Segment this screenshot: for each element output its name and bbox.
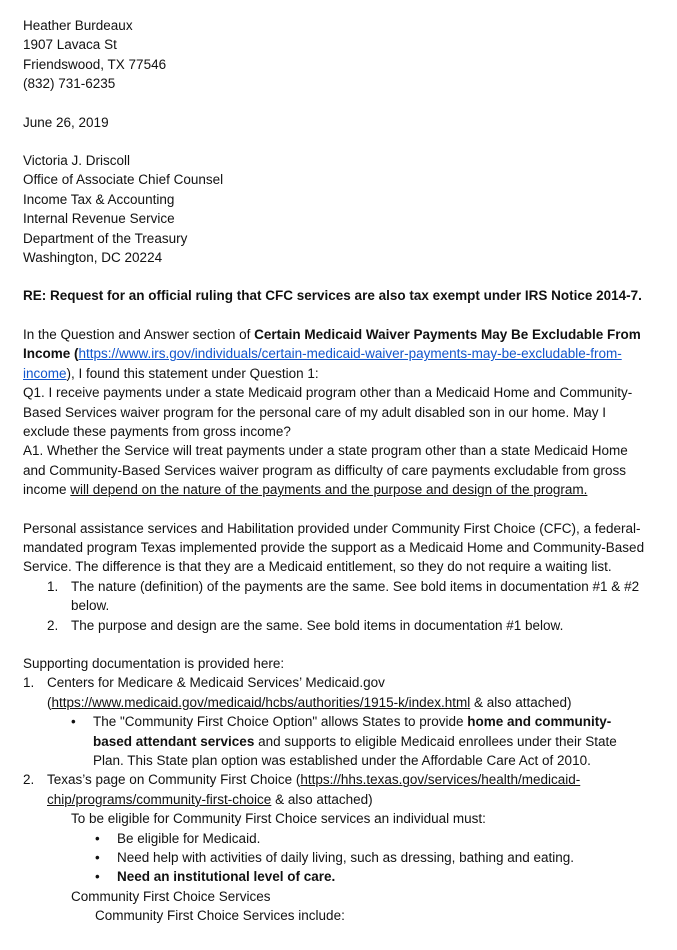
question-1: Q1. I receive payments under a state Medicaid program other than a Medicaid Home and Community-Based Services waiver program for the personal care of my adult disabled son in our home. May I exclude these payments from gross income? [23,385,633,439]
bullet-icon: • [71,714,76,730]
sender-phone: (832) 731-6235 [23,76,116,92]
list-item: • The "Community First Choice Option" allows States to provide home and community-based attendant services and supports to eligible Medicaid enrollees under their State Plan. This State plan option was established under the Affordable Care Act of 2010. [71,712,648,770]
supporting-documentation [23,654,648,926]
support-item-1: 1. Centers for Medicare & Medicaid Services’ Medicaid.gov (https://www.medicaid.gov/medicaid/hcbs/authorities/1915-k/index.html & also attached) • The "Community First Choice Option" allows States to provide home and community-based attendant services and supports to eligible Medicaid enrollees under their State Plan. This State plan option was established under the Affordable Care Act of 2010. [23,673,648,770]
sender-city: Friendswood, TX 77546 [23,56,167,72]
support-item-2: 2. Texas’s page on Community First Choice (https://hhs.texas.gov/services/health/medicaid-chip/programs/community-first-choice & also attached) [23,772,581,807]
list-item: • Need help with activities of daily living, such as dressing, bathing and eating. [95,848,648,867]
answer-1-emphasis: will depend on the nature of the payments and the purpose and design of the program. [70,482,588,498]
qa-intro: In the Question and Answer section of Certain Medicaid Waiver Payments May Be Excludable From Income (https://www.irs.gov/individuals/certain-medicaid-waiver-payments-may-be-excludable-from-income), I found this statement under Question 1: [23,326,641,381]
recipient-office: Office of Associate Chief Counsel [23,172,224,188]
list-item: 1. The nature (definition) of the payments are the same. See bold items in documentation #1 & #2 below. [47,578,640,614]
recipient-division: Income Tax & Accounting [23,191,175,207]
answer-1: A1. Whether the Service will treat payments under a state program other than a state Medicaid Home and Community-Based Services waiver program as difficulty of care payments excludable from gross income will depend on the nature of the payments and the purpose and design of the program. [23,443,628,498]
cfc-text: Personal assistance services and Habilitation provided under Community First Choice (CFC), a federal-mandated program Texas implemented provide the support as a Medicaid Home and Community-Based Service. The difference is that they are a Medicaid entitlement, so they do not require a waiting list. [23,520,645,575]
letter-page [23,16,648,926]
services-heading: Community First Choice Services [71,888,271,904]
subject-line: RE: Request for an official ruling that CFC services are also tax exempt under IRS Notice 2014-7. [23,288,642,304]
eligibility-intro: To be eligible for Community First Choice services an individual must: [71,811,486,827]
support-heading: Supporting documentation is provided here: [23,655,285,671]
recipient-address [23,151,648,267]
texas-hhs-link[interactable]: https://hhs.texas.gov/services/health/medicaid-chip/programs/community-first-choice [47,772,581,807]
sender-name: Heather Burdeaux [23,18,133,33]
bullet-icon: • [95,850,100,866]
recipient-city: Washington, DC 20224 [23,250,163,266]
medicaid-gov-link[interactable]: https://www.medicaid.gov/medicaid/hcbs/authorities/1915-k/index.html [51,694,471,710]
recipient-name: Victoria J. Driscoll [23,153,131,169]
sender-street: 1907 Lavaca St [23,37,117,53]
irs-qa-paragraph [23,325,648,500]
qa-source-title: Certain Medicaid Waiver Payments May Be Excludable From Income [23,326,641,362]
letter-date: June 26, 2019 [23,114,109,130]
recipient-agency: Internal Revenue Service [23,211,175,227]
sender-address [23,16,648,94]
support-item-1-title: Centers for Medicare & Medicaid Services’ Medicaid.gov [47,675,385,691]
recipient-department: Department of the Treasury [23,230,188,246]
list-item: 2. The purpose and design are the same. See bold items in documentation #1 below. [47,617,564,633]
services-intro: Community First Choice Services include: [95,908,345,924]
cfc-paragraph [23,519,648,635]
bullet-icon: • [95,830,100,846]
list-item: • Be eligible for Medicaid. [95,829,648,848]
list-item: • Need an institutional level of care. [95,867,648,886]
irs-qa-link[interactable]: https://www.irs.gov/individuals/certain-medicaid-waiver-payments-may-be-excludable-from-income [23,346,622,381]
bullet-icon: • [95,869,100,885]
